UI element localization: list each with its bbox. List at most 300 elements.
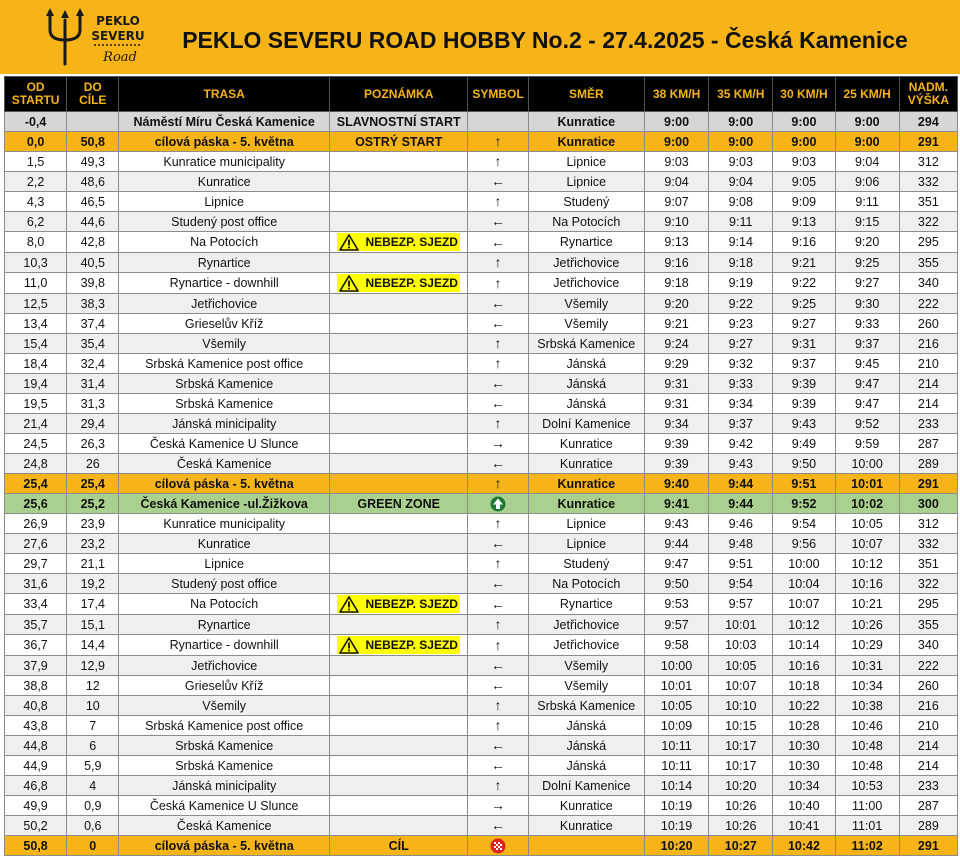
cell-smer: Srbská Kamenice	[528, 334, 644, 354]
cell-symbol	[468, 172, 528, 192]
cell-time-35: 9:42	[709, 434, 773, 454]
cell-time-30: 10:18	[773, 676, 835, 696]
cell-time-25: 9:52	[835, 414, 899, 434]
cell-do-cile: 40,5	[67, 253, 119, 273]
cell-do-cile: 35,4	[67, 334, 119, 354]
cell-trasa: Všemily	[119, 334, 330, 354]
warning-label: NEBEZP. SJEZD	[365, 597, 458, 611]
cell-poznamka	[330, 615, 468, 635]
cell-symbol	[468, 152, 528, 172]
arrow-up-icon: ↑	[494, 153, 502, 169]
cell-poznamka	[330, 152, 468, 172]
col-trasa: TRASA	[119, 77, 330, 112]
table-row	[5, 656, 958, 676]
cell-time-25: 10:46	[835, 716, 899, 736]
cell-time-25: 10:34	[835, 676, 899, 696]
cell-poznamka	[330, 676, 468, 696]
table-row	[5, 594, 958, 615]
cell-nadm-vyska: 289	[899, 816, 957, 836]
cell-smer: Lipnice	[528, 172, 644, 192]
cell-symbol	[468, 474, 528, 494]
col-25kmh: 25 KM/H	[835, 77, 899, 112]
col-do-cile: DO CÍLE	[67, 77, 119, 112]
table-row	[5, 454, 958, 474]
cell-poznamka	[330, 314, 468, 334]
arrow-left-icon: ←	[491, 233, 506, 250]
cell-time-38: 9:03	[644, 152, 708, 172]
cell-poznamka	[330, 294, 468, 314]
cell-symbol	[468, 494, 528, 514]
arrow-left-icon: ←	[491, 295, 506, 311]
col-38kmh: 38 KM/H	[644, 77, 708, 112]
cell-nadm-vyska: 260	[899, 314, 957, 334]
table-row	[5, 314, 958, 334]
cell-od-startu: 24,5	[5, 434, 67, 454]
cell-trasa: Studený post office	[119, 574, 330, 594]
cell-do-cile: 50,8	[67, 132, 119, 152]
cell-time-35: 9:46	[709, 514, 773, 534]
cell-smer: Na Potocích	[528, 574, 644, 594]
cell-symbol	[468, 232, 528, 253]
cell-nadm-vyska: 214	[899, 756, 957, 776]
cell-smer: Lipnice	[528, 534, 644, 554]
cell-trasa: Lipnice	[119, 192, 330, 212]
cell-do-cile: 31,4	[67, 374, 119, 394]
cell-trasa: Srbská Kamenice	[119, 736, 330, 756]
cell-time-25: 10:48	[835, 756, 899, 776]
cell-trasa: Náměstí Míru Česká Kamenice	[119, 112, 330, 132]
cell-symbol	[468, 776, 528, 796]
table-row	[5, 494, 958, 514]
cell-symbol	[468, 132, 528, 152]
arrow-left-icon: ←	[491, 757, 506, 773]
cell-nadm-vyska: 260	[899, 676, 957, 696]
cell-smer: Jánská	[528, 394, 644, 414]
table-row	[5, 574, 958, 594]
cell-do-cile: 44,6	[67, 212, 119, 232]
cell-poznamka	[330, 474, 468, 494]
cell-do-cile: 6	[67, 736, 119, 756]
peklo-severu-logo	[40, 6, 150, 68]
table-row	[5, 434, 958, 454]
cell-do-cile: 0,9	[67, 796, 119, 816]
arrow-left-icon: ←	[491, 677, 506, 693]
cell-time-25: 10:38	[835, 696, 899, 716]
cell-trasa: Studený post office	[119, 212, 330, 232]
cell-od-startu: 27,6	[5, 534, 67, 554]
cell-trasa: Česká Kamenice	[119, 454, 330, 474]
cell-do-cile: 19,2	[67, 574, 119, 594]
arrow-left-icon: ←	[491, 575, 506, 591]
cell-smer: Rynartice	[528, 232, 644, 253]
cell-smer: Jetřichovice	[528, 635, 644, 656]
table-row	[5, 152, 958, 172]
arrow-up-icon: ↑	[494, 335, 502, 351]
cell-symbol	[468, 273, 528, 294]
cell-od-startu: 31,6	[5, 574, 67, 594]
cell-poznamka: CÍL	[330, 836, 468, 856]
cell-time-25: 9:20	[835, 232, 899, 253]
cell-trasa: Všemily	[119, 696, 330, 716]
cell-smer: Jánská	[528, 756, 644, 776]
cell-smer: Kunratice	[528, 454, 644, 474]
arrow-left-icon: ←	[491, 173, 506, 189]
cell-time-38: 10:05	[644, 696, 708, 716]
col-nadm-vyska: NADM. VÝŠKA	[899, 77, 957, 112]
arrow-left-icon: ←	[491, 315, 506, 331]
cell-do-cile: 21,1	[67, 554, 119, 574]
cell-nadm-vyska: 355	[899, 615, 957, 635]
cell-symbol	[468, 836, 528, 856]
table-row	[5, 132, 958, 152]
cell-symbol	[468, 434, 528, 454]
cell-smer: Dolní Kamenice	[528, 776, 644, 796]
cell-smer: Rynartice	[528, 594, 644, 615]
cell-symbol	[468, 314, 528, 334]
cell-time-30: 9:49	[773, 434, 835, 454]
cell-time-30: 9:37	[773, 354, 835, 374]
cell-do-cile: 0	[67, 836, 119, 856]
cell-od-startu: 26,9	[5, 514, 67, 534]
cell-poznamka	[330, 696, 468, 716]
cell-do-cile: 38,3	[67, 294, 119, 314]
cell-time-35: 9:44	[709, 494, 773, 514]
cell-poznamka	[330, 736, 468, 756]
arrow-up-icon: ↑	[494, 777, 502, 793]
cell-od-startu: 0,0	[5, 132, 67, 152]
cell-trasa: Rynartice	[119, 615, 330, 635]
cell-time-25: 11:02	[835, 836, 899, 856]
table-row	[5, 232, 958, 253]
cell-symbol	[468, 454, 528, 474]
cell-nadm-vyska: 312	[899, 152, 957, 172]
cell-time-35: 10:26	[709, 816, 773, 836]
cell-poznamka	[330, 414, 468, 434]
cell-do-cile: 37,4	[67, 314, 119, 334]
cell-trasa: Česká Kamenice U Slunce	[119, 796, 330, 816]
cell-nadm-vyska: 222	[899, 656, 957, 676]
cell-time-30: 9:54	[773, 514, 835, 534]
cell-od-startu: 1,5	[5, 152, 67, 172]
cell-do-cile: 14,4	[67, 635, 119, 656]
cell-trasa: Na Potocích	[119, 232, 330, 253]
cell-time-25: 10:12	[835, 554, 899, 574]
cell-nadm-vyska: 216	[899, 696, 957, 716]
cell-poznamka	[330, 635, 468, 656]
cell-time-38: 9:07	[644, 192, 708, 212]
arrow-up-icon: ↑	[494, 636, 502, 653]
cell-od-startu: 19,4	[5, 374, 67, 394]
cell-smer: Všemily	[528, 294, 644, 314]
cell-time-38: 9:31	[644, 374, 708, 394]
cell-time-38: 10:19	[644, 816, 708, 836]
cell-smer: Studený	[528, 192, 644, 212]
cell-time-25: 10:07	[835, 534, 899, 554]
cell-trasa: Srbská Kamenice	[119, 374, 330, 394]
cell-nadm-vyska: 294	[899, 112, 957, 132]
cell-smer: Kunratice	[528, 816, 644, 836]
cell-od-startu: 37,9	[5, 656, 67, 676]
cell-symbol	[468, 374, 528, 394]
table-body	[5, 112, 958, 856]
col-poznamka: POZNÁMKA	[330, 77, 468, 112]
table-row	[5, 534, 958, 554]
cell-od-startu: 29,7	[5, 554, 67, 574]
cell-do-cile: 42,8	[67, 232, 119, 253]
cell-do-cile: 4	[67, 776, 119, 796]
cell-time-35: 10:17	[709, 756, 773, 776]
cell-time-38: 9:10	[644, 212, 708, 232]
cell-time-38: 9:16	[644, 253, 708, 273]
cell-time-25: 10:05	[835, 514, 899, 534]
cell-time-38: 10:09	[644, 716, 708, 736]
cell-symbol	[468, 656, 528, 676]
cell-smer: Dolní Kamenice	[528, 414, 644, 434]
warning-label: NEBEZP. SJEZD	[365, 235, 458, 249]
cell-time-30: 10:30	[773, 736, 835, 756]
cell-trasa: Kunratice municipality	[119, 152, 330, 172]
cell-trasa: Česká Kamenice U Slunce	[119, 434, 330, 454]
cell-smer: Kunratice	[528, 796, 644, 816]
cell-smer: Kunratice	[528, 132, 644, 152]
cell-poznamka: GREEN ZONE	[330, 494, 468, 514]
cell-time-30: 10:07	[773, 594, 835, 615]
cell-nadm-vyska: 322	[899, 574, 957, 594]
cell-time-35: 9:33	[709, 374, 773, 394]
cell-trasa: Srbská Kamenice	[119, 756, 330, 776]
arrow-left-icon: ←	[491, 657, 506, 673]
cell-time-30: 9:03	[773, 152, 835, 172]
arrow-left-icon: ←	[491, 817, 506, 833]
arrow-up-icon: ↑	[494, 616, 502, 632]
cell-do-cile: 10	[67, 696, 119, 716]
cell-od-startu: 36,7	[5, 635, 67, 656]
cell-nadm-vyska: 332	[899, 172, 957, 192]
cell-time-38: 9:24	[644, 334, 708, 354]
cell-time-25: 10:48	[835, 736, 899, 756]
cell-time-38: 10:11	[644, 756, 708, 776]
cell-nadm-vyska: 295	[899, 594, 957, 615]
cell-symbol	[468, 514, 528, 534]
table-row	[5, 474, 958, 494]
logo-line2: SEVERU	[91, 29, 145, 43]
cell-trasa: cílová páska - 5. května	[119, 132, 330, 152]
cell-time-25: 9:15	[835, 212, 899, 232]
cell-time-30: 10:30	[773, 756, 835, 776]
table-row	[5, 796, 958, 816]
cell-nadm-vyska: 214	[899, 394, 957, 414]
cell-time-35: 9:03	[709, 152, 773, 172]
table-row	[5, 736, 958, 756]
cell-poznamka	[330, 232, 468, 253]
cell-od-startu: 21,4	[5, 414, 67, 434]
arrow-left-icon: ←	[491, 213, 506, 229]
arrow-left-icon: ←	[491, 737, 506, 753]
cell-do-cile	[67, 112, 119, 132]
cell-time-25: 9:25	[835, 253, 899, 273]
cell-time-25: 10:53	[835, 776, 899, 796]
cell-time-30: 9:21	[773, 253, 835, 273]
cell-do-cile: 49,3	[67, 152, 119, 172]
cell-time-35: 9:57	[709, 594, 773, 615]
warning-triangle-icon	[339, 234, 359, 251]
cell-do-cile: 12,9	[67, 656, 119, 676]
cell-time-35: 10:07	[709, 676, 773, 696]
cell-time-30: 9:00	[773, 112, 835, 132]
cell-time-30: 9:56	[773, 534, 835, 554]
cell-do-cile: 31,3	[67, 394, 119, 414]
warning-triangle-icon	[339, 275, 359, 292]
cell-od-startu: 43,8	[5, 716, 67, 736]
cell-time-38: 9:00	[644, 132, 708, 152]
cell-time-35: 9:23	[709, 314, 773, 334]
cell-poznamka	[330, 394, 468, 414]
cell-symbol	[468, 112, 528, 132]
cell-poznamka	[330, 816, 468, 836]
col-smer: SMĚR	[528, 77, 644, 112]
cell-time-30: 10:14	[773, 635, 835, 656]
cell-poznamka	[330, 716, 468, 736]
cell-time-25: 10:21	[835, 594, 899, 615]
cell-nadm-vyska: 355	[899, 253, 957, 273]
arrow-up-icon: ↑	[494, 515, 502, 531]
cell-od-startu: 8,0	[5, 232, 67, 253]
cell-do-cile: 5,9	[67, 756, 119, 776]
cell-od-startu: 13,4	[5, 314, 67, 334]
table-row	[5, 394, 958, 414]
cell-time-30: 10:16	[773, 656, 835, 676]
cell-time-35: 9:19	[709, 273, 773, 294]
cell-nadm-vyska: 351	[899, 554, 957, 574]
arrow-left-icon: ←	[491, 455, 506, 471]
cell-smer: Jánská	[528, 716, 644, 736]
cell-smer: Jánská	[528, 374, 644, 394]
cell-time-30: 9:16	[773, 232, 835, 253]
table-row	[5, 374, 958, 394]
cell-time-38: 10:11	[644, 736, 708, 756]
cell-poznamka	[330, 756, 468, 776]
table-row	[5, 554, 958, 574]
cell-trasa: Česká Kamenice -ul.Žižkova	[119, 494, 330, 514]
route-table	[4, 76, 958, 856]
cell-time-35: 9:44	[709, 474, 773, 494]
cell-od-startu: 24,8	[5, 454, 67, 474]
cell-time-30: 10:04	[773, 574, 835, 594]
cell-do-cile: 25,2	[67, 494, 119, 514]
cell-time-38: 9:50	[644, 574, 708, 594]
table-row	[5, 816, 958, 836]
cell-od-startu: 46,8	[5, 776, 67, 796]
cell-smer: Všemily	[528, 656, 644, 676]
cell-symbol	[468, 716, 528, 736]
cell-od-startu: 44,9	[5, 756, 67, 776]
cell-poznamka	[330, 192, 468, 212]
arrow-left-icon: ←	[491, 395, 506, 411]
warning-label: NEBEZP. SJEZD	[365, 638, 458, 652]
cell-time-35: 9:32	[709, 354, 773, 374]
cell-nadm-vyska: 291	[899, 836, 957, 856]
table-header-row	[5, 77, 958, 112]
cell-time-35: 9:00	[709, 132, 773, 152]
cell-time-30: 9:51	[773, 474, 835, 494]
cell-time-35: 9:27	[709, 334, 773, 354]
cell-trasa: Srbská Kamenice post office	[119, 716, 330, 736]
cell-time-30: 9:27	[773, 314, 835, 334]
warning-badge	[337, 274, 460, 292]
cell-od-startu: -0,4	[5, 112, 67, 132]
cell-do-cile: 23,9	[67, 514, 119, 534]
cell-od-startu: 4,3	[5, 192, 67, 212]
cell-time-38: 9:39	[644, 434, 708, 454]
cell-od-startu: 33,4	[5, 594, 67, 615]
cell-poznamka	[330, 374, 468, 394]
warning-badge	[337, 595, 460, 613]
cell-time-25: 9:59	[835, 434, 899, 454]
cell-do-cile: 7	[67, 716, 119, 736]
arrow-right-icon: →	[491, 435, 506, 451]
cell-symbol	[468, 816, 528, 836]
cell-od-startu: 19,5	[5, 394, 67, 414]
cell-nadm-vyska: 300	[899, 494, 957, 514]
cell-time-38: 9:18	[644, 273, 708, 294]
cell-time-35: 9:54	[709, 574, 773, 594]
cell-time-35: 10:03	[709, 635, 773, 656]
cell-time-25: 10:31	[835, 656, 899, 676]
cell-time-30: 9:31	[773, 334, 835, 354]
cell-time-38: 9:21	[644, 314, 708, 334]
cell-time-35: 10:17	[709, 736, 773, 756]
cell-od-startu: 49,9	[5, 796, 67, 816]
arrow-up-icon: ↑	[494, 697, 502, 713]
cell-od-startu: 38,8	[5, 676, 67, 696]
cell-time-30: 10:34	[773, 776, 835, 796]
cell-do-cile: 0,6	[67, 816, 119, 836]
cell-time-30: 9:09	[773, 192, 835, 212]
cell-time-38: 9:40	[644, 474, 708, 494]
cell-time-35: 9:34	[709, 394, 773, 414]
cell-do-cile: 26	[67, 454, 119, 474]
table-row	[5, 635, 958, 656]
cell-symbol	[468, 696, 528, 716]
cell-time-25: 9:33	[835, 314, 899, 334]
cell-od-startu: 25,6	[5, 494, 67, 514]
warning-label: NEBEZP. SJEZD	[365, 276, 458, 290]
cell-poznamka	[330, 514, 468, 534]
logo-line1: PEKLO	[96, 14, 140, 28]
cell-time-35: 10:26	[709, 796, 773, 816]
cell-time-35: 9:18	[709, 253, 773, 273]
cell-do-cile: 46,5	[67, 192, 119, 212]
cell-smer: Jetřichovice	[528, 253, 644, 273]
cell-nadm-vyska: 340	[899, 273, 957, 294]
cell-od-startu: 12,5	[5, 294, 67, 314]
arrow-up-icon: ↑	[494, 355, 502, 371]
cell-time-35: 10:20	[709, 776, 773, 796]
cell-nadm-vyska: 291	[899, 132, 957, 152]
cell-od-startu: 10,3	[5, 253, 67, 273]
arrow-left-icon: ←	[491, 595, 506, 612]
cell-time-38: 9:20	[644, 294, 708, 314]
cell-nadm-vyska: 233	[899, 776, 957, 796]
cell-time-25: 9:30	[835, 294, 899, 314]
cell-smer: Srbská Kamenice	[528, 696, 644, 716]
table-row	[5, 273, 958, 294]
warning-triangle-icon	[339, 596, 359, 613]
cell-nadm-vyska: 351	[899, 192, 957, 212]
cell-time-35: 9:00	[709, 112, 773, 132]
checkered-flag-icon	[490, 838, 506, 854]
col-35kmh: 35 KM/H	[709, 77, 773, 112]
